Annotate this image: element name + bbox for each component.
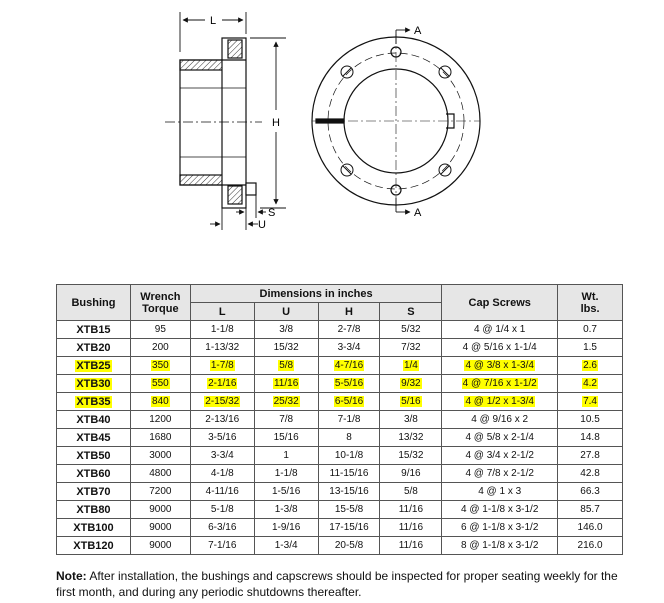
- cell-value: 5/32: [401, 324, 421, 335]
- cell-L: [190, 339, 254, 357]
- cell-S: [380, 465, 442, 483]
- cell-value: 15/16: [273, 432, 299, 443]
- cell-value: 3000: [149, 450, 172, 461]
- cell-value: 3-3/4: [337, 342, 361, 353]
- table-row: [57, 429, 623, 447]
- cell-S: [380, 375, 442, 393]
- header-l: L: [190, 303, 254, 321]
- table-row: [57, 321, 623, 339]
- cell-value: 11/16: [398, 522, 424, 533]
- cell-value: 4 @ 3/8 x 1-3/4: [465, 360, 534, 371]
- cell-U: [254, 339, 318, 357]
- cell-S: [380, 483, 442, 501]
- cell-value: 15/32: [273, 342, 299, 353]
- cell-bushing: [57, 321, 131, 339]
- cell-wt: [558, 519, 623, 537]
- cell-value: XTB100: [73, 521, 114, 534]
- cell-value: 8 @ 1-1/8 x 3-1/2: [460, 540, 539, 551]
- cell-H: [318, 519, 380, 537]
- cell-L: [190, 357, 254, 375]
- cell-wt: [558, 429, 623, 447]
- cell-S: [380, 411, 442, 429]
- cell-value: XTB35: [76, 395, 111, 408]
- cell-value: 146.0: [577, 522, 603, 533]
- cell-value: 5/8: [403, 486, 418, 497]
- cell-value: 4 @ 1/2 x 1-3/4: [465, 396, 534, 407]
- cell-value: 216.0: [577, 540, 603, 551]
- cell-value: 15/32: [398, 450, 424, 461]
- cell-value: 7/32: [401, 342, 421, 353]
- cell-value: 1-9/16: [271, 522, 301, 533]
- cell-value: 11/16: [273, 378, 299, 389]
- cell-cap-screws: [442, 375, 558, 393]
- cell-wt: [558, 465, 623, 483]
- table-row: [57, 411, 623, 429]
- cell-torque: [130, 537, 190, 555]
- cell-U: [254, 537, 318, 555]
- cell-H: [318, 321, 380, 339]
- cell-value: XTB15: [76, 323, 111, 336]
- cell-torque: [130, 393, 190, 411]
- cell-value: XTB30: [76, 377, 111, 390]
- cell-value: 4 @ 1-1/8 x 3-1/2: [460, 504, 539, 515]
- cell-value: 1.5: [583, 342, 597, 353]
- cell-value: 200: [152, 342, 169, 353]
- cell-U: [254, 465, 318, 483]
- cell-S: [380, 357, 442, 375]
- cell-torque: [130, 375, 190, 393]
- cell-torque: [130, 483, 190, 501]
- cell-value: 3/8: [403, 414, 418, 425]
- table-row: [57, 501, 623, 519]
- cell-bushing: [57, 411, 131, 429]
- cell-value: 2.6: [583, 360, 597, 371]
- cell-value: 1-7/8: [210, 360, 234, 371]
- cell-torque: [130, 447, 190, 465]
- header-weight: [558, 285, 623, 321]
- cell-value: 3-5/16: [208, 432, 237, 443]
- note-label: Note:: [56, 569, 87, 583]
- cell-H: [318, 537, 380, 555]
- cell-cap-screws: [442, 519, 558, 537]
- cell-value: 25/32: [273, 396, 299, 407]
- cell-cap-screws: [442, 321, 558, 339]
- cell-value: 840: [152, 396, 169, 407]
- bushing-technical-drawing: [0, 0, 664, 275]
- cell-torque: [130, 357, 190, 375]
- table-row: [57, 447, 623, 465]
- cell-L: [190, 447, 254, 465]
- cell-S: [380, 519, 442, 537]
- cell-value: 8: [346, 432, 352, 443]
- cell-U: [254, 375, 318, 393]
- cell-value: 66.3: [580, 486, 600, 497]
- cell-bushing: [57, 393, 131, 411]
- table-row: [57, 483, 623, 501]
- cell-torque: [130, 519, 190, 537]
- cell-value: 350: [152, 360, 169, 371]
- cell-value: 2-1/16: [208, 378, 237, 389]
- label-a-bottom: A: [414, 207, 422, 219]
- cell-U: [254, 447, 318, 465]
- cell-value: 4 @ 1 x 3: [478, 486, 522, 497]
- table-row: [57, 339, 623, 357]
- cell-bushing: [57, 339, 131, 357]
- cell-value: 20-5/8: [334, 540, 364, 551]
- cell-value: 9000: [149, 504, 172, 515]
- table-row: [57, 537, 623, 555]
- cell-cap-screws: [442, 429, 558, 447]
- cell-wt: [558, 393, 623, 411]
- cell-S: [380, 339, 442, 357]
- header-h: H: [318, 303, 380, 321]
- cell-value: XTB80: [76, 503, 111, 516]
- cell-U: [254, 393, 318, 411]
- cell-H: [318, 465, 380, 483]
- cell-value: 1: [283, 450, 289, 461]
- cell-value: 10.5: [580, 414, 600, 425]
- cell-S: [380, 501, 442, 519]
- cell-value: 4 @ 7/8 x 2-1/2: [465, 468, 534, 479]
- cell-value: XTB120: [73, 539, 114, 552]
- cell-wt: [558, 501, 623, 519]
- cell-L: [190, 519, 254, 537]
- cell-bushing: [57, 465, 131, 483]
- side-view: [165, 38, 262, 208]
- label-s: S: [268, 207, 276, 219]
- table-row: [57, 357, 623, 375]
- table-row: [57, 465, 623, 483]
- cell-H: [318, 429, 380, 447]
- cell-cap-screws: [442, 501, 558, 519]
- label-h: H: [272, 117, 280, 129]
- cell-value: 13/32: [398, 432, 424, 443]
- cell-cap-screws: [442, 537, 558, 555]
- cell-value: 4 @ 5/16 x 1-1/4: [462, 342, 537, 353]
- cell-L: [190, 321, 254, 339]
- cell-wt: [558, 411, 623, 429]
- cell-L: [190, 483, 254, 501]
- cell-U: [254, 321, 318, 339]
- cell-value: 1-3/4: [274, 540, 298, 551]
- cell-torque: [130, 465, 190, 483]
- cell-value: 6-3/16: [208, 522, 237, 533]
- cell-value: 1200: [149, 414, 172, 425]
- cell-S: [380, 321, 442, 339]
- cell-H: [318, 339, 380, 357]
- cell-L: [190, 375, 254, 393]
- cell-H: [318, 393, 380, 411]
- cell-value: 4-1/8: [210, 468, 234, 479]
- cell-torque: [130, 501, 190, 519]
- cell-value: XTB70: [76, 485, 111, 498]
- cell-value: 7-1/16: [208, 540, 237, 551]
- cell-value: 1-13/32: [205, 342, 240, 353]
- cell-value: 1/4: [403, 360, 418, 371]
- cell-value: 5-1/8: [210, 504, 234, 515]
- cell-U: [254, 429, 318, 447]
- header-u: U: [254, 303, 318, 321]
- cell-cap-screws: [442, 357, 558, 375]
- cell-value: 6 @ 1-1/8 x 3-1/2: [460, 522, 539, 533]
- cell-U: [254, 519, 318, 537]
- cell-H: [318, 411, 380, 429]
- cell-value: XTB45: [76, 431, 111, 444]
- cell-cap-screws: [442, 447, 558, 465]
- cell-value: 1-3/8: [274, 504, 298, 515]
- cell-torque: [130, 411, 190, 429]
- cell-bushing: [57, 483, 131, 501]
- cell-value: XTB40: [76, 413, 111, 426]
- cell-value: 5/16: [401, 396, 421, 407]
- cell-value: 2-13/16: [205, 414, 240, 425]
- cell-wt: [558, 483, 623, 501]
- cell-value: 4 @ 9/16 x 2: [471, 414, 529, 425]
- cell-value: 4-11/16: [205, 486, 239, 497]
- cell-value: 9000: [149, 540, 172, 551]
- cell-S: [380, 447, 442, 465]
- header-dimensions: Dimensions in inches: [190, 285, 442, 303]
- cell-value: 3/8: [279, 324, 294, 335]
- cell-U: [254, 501, 318, 519]
- note-text: After installation, the bushings and capscrews should be inspected for proper seating weekly for the first month, and during any periodic shutdowns thereafter.: [56, 569, 618, 599]
- cell-wt: [558, 375, 623, 393]
- label-l: L: [209, 15, 217, 27]
- cell-bushing: [57, 537, 131, 555]
- cell-value: XTB60: [76, 467, 111, 480]
- cell-value: 42.8: [580, 468, 600, 479]
- label-a-top: A: [414, 25, 422, 37]
- cell-wt: [558, 537, 623, 555]
- cell-value: 17-15/16: [329, 522, 369, 533]
- spec-table-body: [57, 321, 623, 555]
- cell-S: [380, 393, 442, 411]
- bushing-spec-table: [56, 284, 623, 555]
- cell-H: [318, 357, 380, 375]
- cell-value: 4 @ 7/16 x 1-1/2: [462, 378, 537, 389]
- cell-value: 2-7/8: [337, 324, 361, 335]
- cell-value: 4 @ 5/8 x 2-1/4: [465, 432, 534, 443]
- table-row: [57, 375, 623, 393]
- cell-L: [190, 429, 254, 447]
- cell-torque: [130, 429, 190, 447]
- cell-value: 4 @ 1/4 x 1: [474, 324, 526, 335]
- cell-value: 4.2: [583, 378, 597, 389]
- cell-L: [190, 393, 254, 411]
- cell-value: 10-1/8: [334, 450, 364, 461]
- label-u: U: [258, 219, 266, 231]
- cell-value: 4800: [149, 468, 172, 479]
- cell-bushing: [57, 519, 131, 537]
- cell-value: 7-1/8: [337, 414, 361, 425]
- header-wrench: Wrench: [140, 290, 181, 303]
- cell-value: 5-5/16: [334, 378, 364, 389]
- table-row: [57, 519, 623, 537]
- cell-value: 2-15/32: [205, 396, 240, 407]
- cell-value: 11/16: [398, 540, 424, 551]
- cell-value: 13-15/16: [329, 486, 369, 497]
- cell-value: 9000: [149, 522, 172, 533]
- cell-cap-screws: [442, 411, 558, 429]
- cell-U: [254, 483, 318, 501]
- dimension-u: [210, 208, 258, 230]
- cell-wt: [558, 357, 623, 375]
- cell-H: [318, 375, 380, 393]
- cell-cap-screws: [442, 465, 558, 483]
- cell-L: [190, 465, 254, 483]
- cell-L: [190, 411, 254, 429]
- header-bushing: Bushing: [57, 285, 131, 321]
- table-row: [57, 393, 623, 411]
- cell-value: 14.8: [580, 432, 600, 443]
- cell-value: XTB20: [76, 341, 111, 354]
- cell-H: [318, 483, 380, 501]
- cell-bushing: [57, 447, 131, 465]
- cell-cap-screws: [442, 393, 558, 411]
- cell-cap-screws: [442, 339, 558, 357]
- header-lbs: lbs.: [580, 302, 600, 315]
- cell-value: 7/8: [279, 414, 294, 425]
- cell-H: [318, 447, 380, 465]
- cell-U: [254, 411, 318, 429]
- cell-value: XTB50: [76, 449, 111, 462]
- cell-value: 4-7/16: [334, 360, 364, 371]
- header-torque: Torque: [142, 302, 179, 315]
- cell-wt: [558, 339, 623, 357]
- cell-value: 1-5/16: [271, 486, 301, 497]
- cell-value: 4 @ 3/4 x 2-1/2: [465, 450, 534, 461]
- cell-wt: [558, 447, 623, 465]
- cell-value: 9/16: [401, 468, 421, 479]
- cell-torque: [130, 321, 190, 339]
- front-view: [312, 34, 480, 208]
- header-cap-screws: Cap Screws: [442, 285, 558, 321]
- cell-value: 0.7: [583, 324, 597, 335]
- cell-value: 11/16: [398, 504, 424, 515]
- cell-torque: [130, 339, 190, 357]
- cell-value: 7.4: [583, 396, 597, 407]
- installation-note: [56, 568, 636, 600]
- header-s: S: [380, 303, 442, 321]
- cell-value: 95: [154, 324, 166, 335]
- cell-value: 1-1/8: [210, 324, 234, 335]
- cell-bushing: [57, 501, 131, 519]
- cell-bushing: [57, 375, 131, 393]
- cell-bushing: [57, 429, 131, 447]
- cell-S: [380, 537, 442, 555]
- cell-value: 1680: [149, 432, 172, 443]
- cell-value: 11-15/16: [329, 468, 369, 479]
- cell-S: [380, 429, 442, 447]
- header-wrench-torque: [130, 285, 190, 321]
- cell-value: 7200: [149, 486, 172, 497]
- cell-wt: [558, 321, 623, 339]
- cell-L: [190, 501, 254, 519]
- cell-L: [190, 537, 254, 555]
- cell-U: [254, 357, 318, 375]
- cell-value: 6-5/16: [334, 396, 364, 407]
- cell-value: 550: [152, 378, 169, 389]
- cell-bushing: [57, 357, 131, 375]
- cell-value: 3-3/4: [210, 450, 234, 461]
- cell-cap-screws: [442, 483, 558, 501]
- cell-value: XTB25: [76, 359, 111, 372]
- cell-value: 5/8: [279, 360, 294, 371]
- cell-value: 27.8: [580, 450, 600, 461]
- cell-value: 85.7: [580, 504, 600, 515]
- cell-value: 9/32: [401, 378, 421, 389]
- cell-value: 1-1/8: [274, 468, 298, 479]
- header-wt: Wt.: [581, 290, 599, 303]
- cell-H: [318, 501, 380, 519]
- cell-value: 15-5/8: [334, 504, 364, 515]
